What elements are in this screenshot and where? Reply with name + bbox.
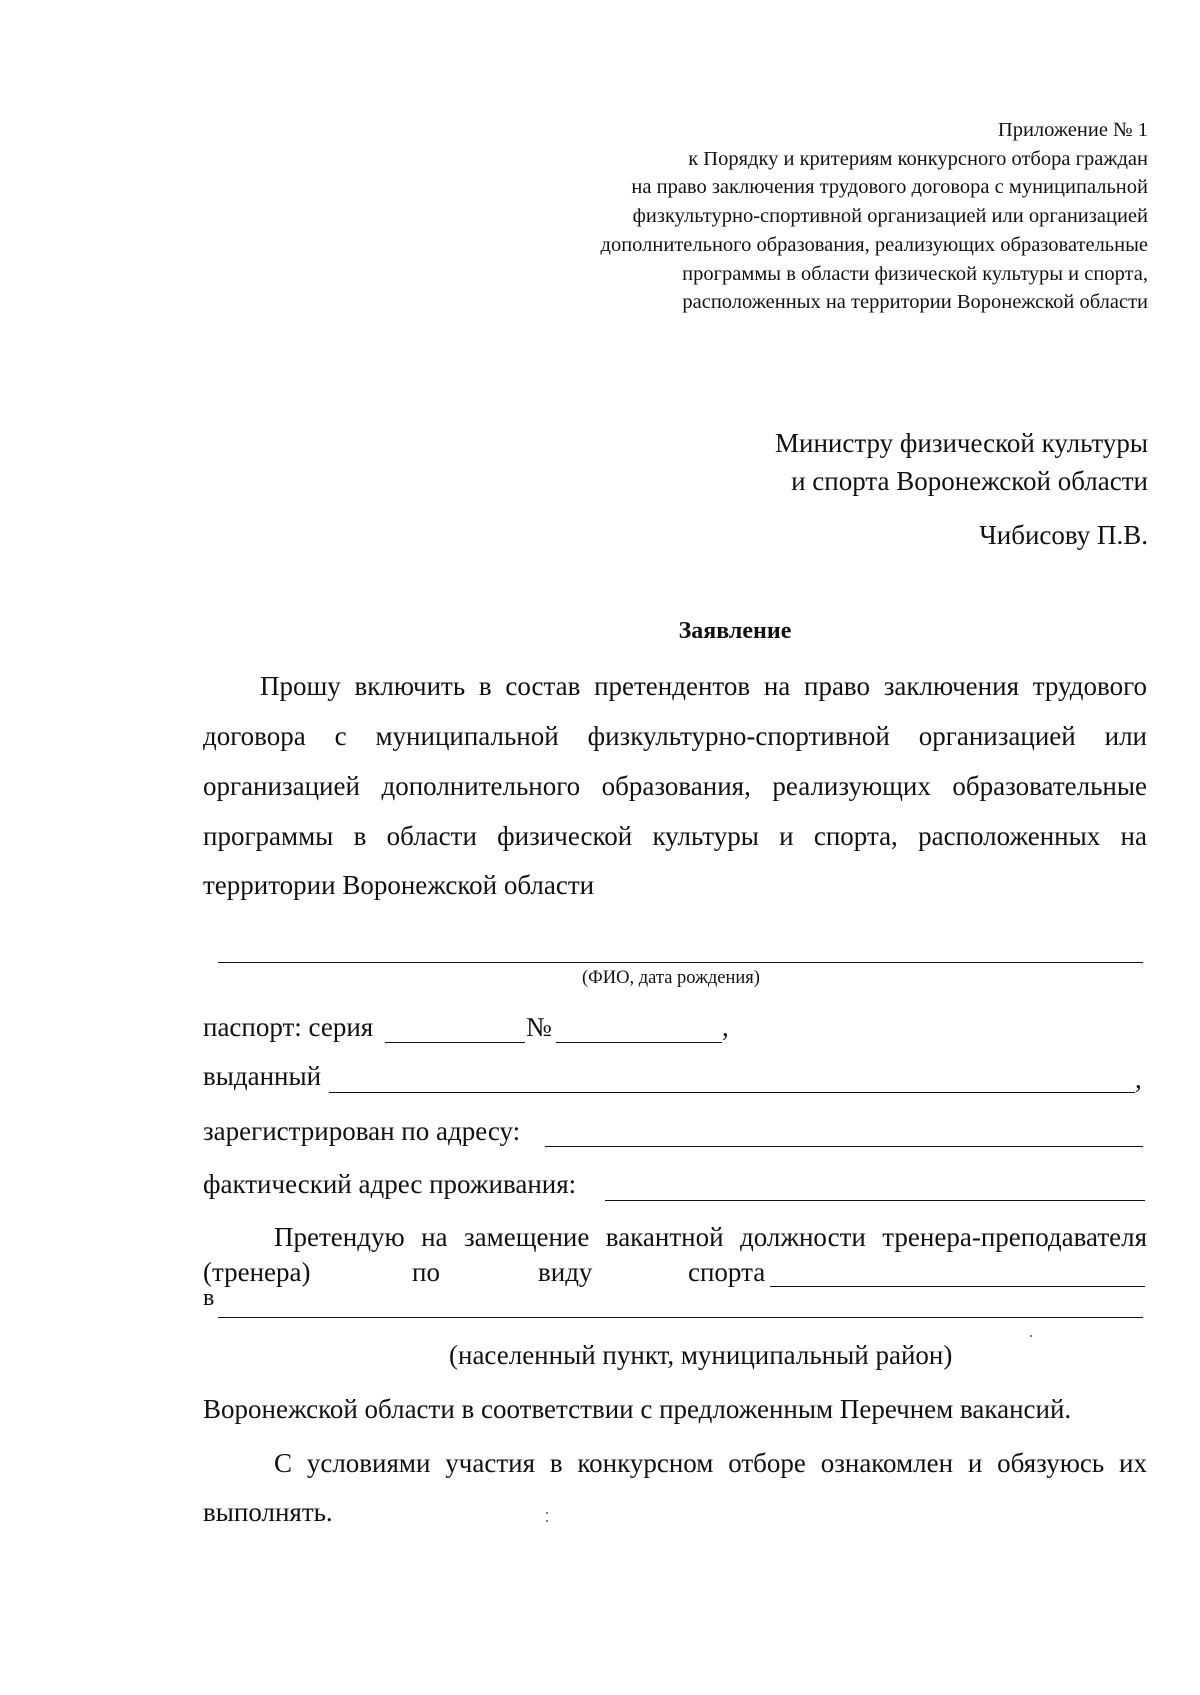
actual-address-label: фактический адрес проживания:	[203, 1169, 577, 1199]
issued-comma: ,	[1135, 1064, 1142, 1094]
addressee-line-1: Министру физической культуры	[775, 428, 1148, 458]
appendix-line-7: расположенных на территории Воронежской области	[682, 291, 1148, 314]
registered-label: зарегистрирован по адресу:	[203, 1116, 521, 1146]
paragraph-line-4: программы в области физической культуры и спорта, расположенных на	[203, 821, 1147, 851]
appendix-line-1: Приложение № 1	[997, 119, 1148, 141]
appendix-line-2: к Порядку и критериям конкурсного отбора граждан	[688, 147, 1148, 170]
locality-caption: (населенный пункт, муниципальный район)	[449, 1340, 953, 1370]
appendix-line-3: на право заключения трудового договора с муниципальной	[631, 176, 1148, 199]
actual-address-field[interactable]	[605, 1200, 1145, 1201]
addressee-name: Чибисову П.В.	[979, 520, 1148, 550]
appendix-line-6: программы в области физической культуры и спорта,	[682, 262, 1148, 285]
fulfill-word: выполнять.	[203, 1497, 333, 1527]
document-title: Заявление	[678, 618, 792, 644]
scan-speck	[1030, 1335, 1032, 1337]
vidu-word: виду	[538, 1257, 593, 1287]
scan-speck	[546, 1520, 548, 1522]
region-line: Воронежской области в соответствии с предложенным Перечнем вакансий.	[203, 1394, 1072, 1424]
v-word: в	[203, 1285, 215, 1311]
issued-label: выданный	[203, 1061, 322, 1091]
paragraph-line-2: договора с муниципальной физкультурно-спортивной организацией или	[203, 721, 1147, 751]
scan-speck	[546, 1512, 548, 1514]
appendix-header	[448, 116, 1148, 317]
paragraph-line-1: Прошу включить в состав претендентов на право заключения трудового	[260, 671, 1147, 701]
paragraph-line-5: территории Воронежской области	[203, 870, 595, 900]
conditions-line: С условиями участия в конкурсном отборе ознакомлен и обязуюсь их	[274, 1448, 1147, 1478]
sport-field[interactable]	[770, 1286, 1145, 1287]
paragraph-line-3: организацией дополнительного образования, реализующих образовательные	[203, 771, 1147, 801]
fio-field-line[interactable]	[218, 962, 1143, 963]
passport-series-field[interactable]	[385, 1042, 525, 1043]
sport-word: спорта	[688, 1257, 766, 1287]
passport-number-field[interactable]	[556, 1042, 722, 1043]
passport-series-label: паспорт: серия	[203, 1012, 374, 1042]
appendix-line-5: дополнительного образования, реализующих образовательные	[600, 233, 1148, 256]
claim-line: Претендую на замещение вакантной должности тренера-преподавателя	[274, 1222, 1147, 1252]
appendix-line-4: физкультурно-спортивной организацией или организацией	[632, 205, 1148, 228]
registered-address-field[interactable]	[545, 1146, 1143, 1147]
issued-field[interactable]	[329, 1092, 1135, 1093]
addressee-line-2: и спорта Воронежской области	[791, 466, 1148, 496]
fio-caption: (ФИО, дата рождения)	[582, 968, 760, 988]
locality-field[interactable]	[218, 1317, 1143, 1318]
coach-word: (тренера)	[203, 1257, 311, 1287]
passport-comma: ,	[722, 1012, 729, 1042]
po-word: по	[412, 1257, 440, 1287]
passport-number-label: №	[526, 1012, 552, 1042]
